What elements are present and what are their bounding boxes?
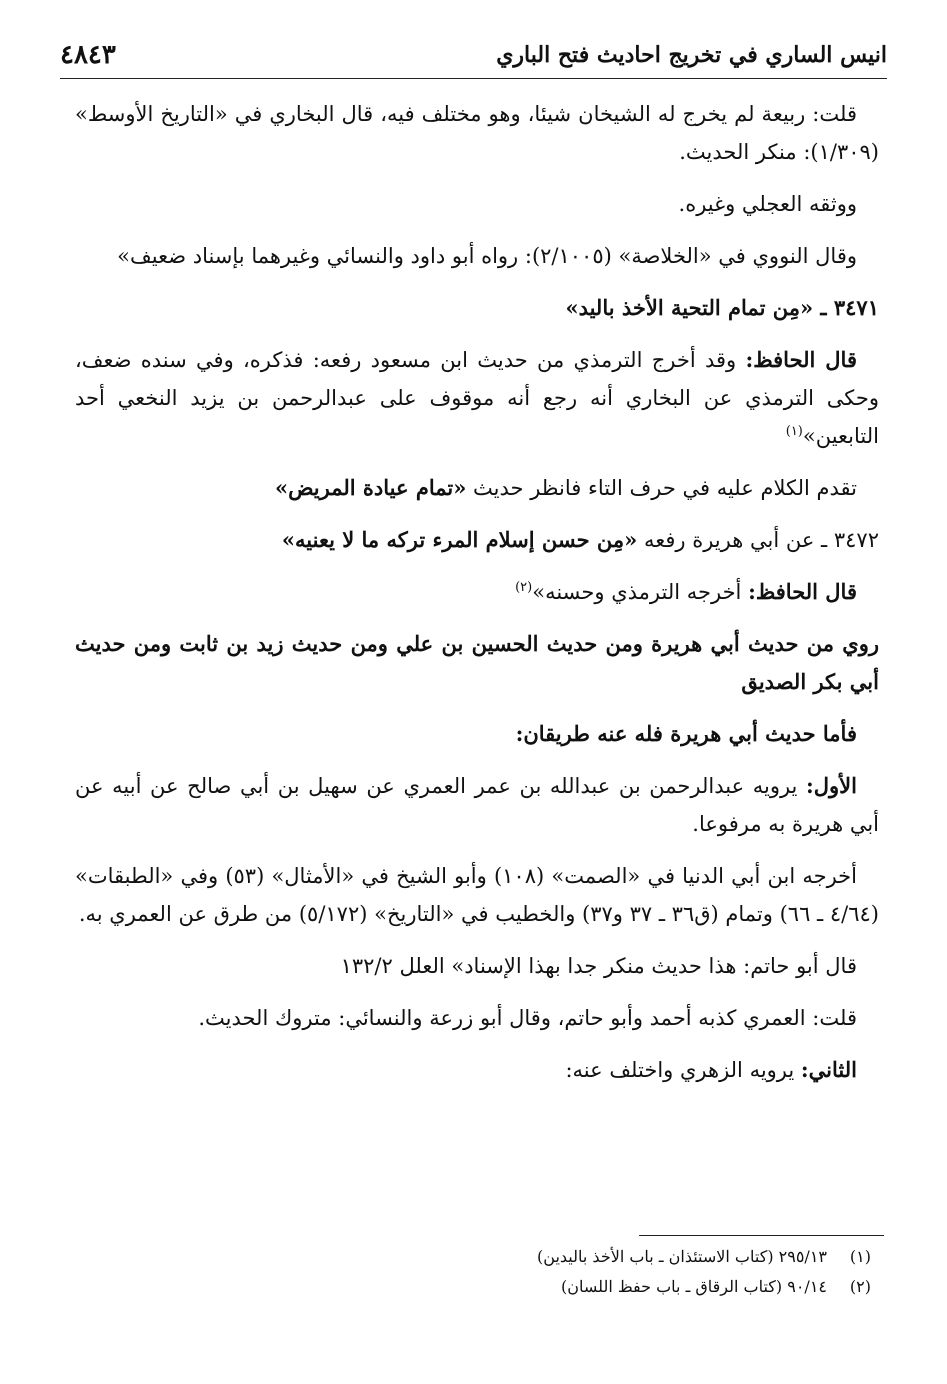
paragraph: أخرجه ابن أبي الدنيا في «الصمت» (١٠٨) وأبو الشيخ في «الأمثال» (٥٣) وفي «الطبقات» (٤/٦٤ ـ ٦٦) وتمام (ق٣٦ ـ ٣٧ و٣٧) والخطيب في «التاريخ» (٥/١٧٢) من طرق عن العمري به. [75, 864, 879, 926]
footnote-ref: (٢) [515, 580, 533, 595]
paragraph: قال أبو حاتم: هذا حديث منكر جدا بهذا الإسناد» العلل ١٣٢/٢ [340, 954, 857, 978]
speaker-label: قال الحافظ: [745, 347, 857, 372]
paragraph [75, 1051, 879, 1089]
hadith-text: ٣٤٧١ ـ «مِن تمام التحية الأخذ باليد» [565, 295, 879, 320]
paragraph [75, 573, 879, 611]
paragraph-text: روي من حديث أبي هريرة ومن حديث الحسين بن علي ومن حديث زيد بن ثابت ومن حديث أبي بكر الصديق [75, 631, 879, 694]
paragraph-text: يرويه عبدالرحمن بن عبدالله بن عمر العمري عن سهيل بن أبي صالح عن أبيه عن أبي هريرة به مرفوعا. [75, 774, 879, 836]
section-label: الثاني: [800, 1057, 857, 1082]
hadith-intro: ٣٤٧٢ ـ عن أبي هريرة رفعه [637, 528, 879, 552]
footnote-item [75, 1242, 879, 1272]
footnote-text: ٢٩٥/١٣ (كتاب الاستئذان ـ باب الأخذ باليدين) [537, 1247, 827, 1266]
paragraph-text: يرويه الزهري واختلف عنه: [565, 1058, 801, 1082]
paragraph-text: وقد أخرج الترمذي من حديث ابن مسعود رفعه: فذكره، وفي سنده ضعف، وحكى الترمذي عن البخاري أنه رجع أنه موقوف على عبدالرحمن بن يزيد النخعي أحد التابعين» [75, 348, 879, 448]
speaker-label: قال الحافظ: [748, 579, 857, 604]
page-header [60, 38, 887, 79]
hadith-title: «تمام عيادة المريض» [274, 475, 467, 500]
paragraph-text: أخرجه الترمذي وحسنه» [532, 580, 749, 604]
paragraph-text: تقدم الكلام عليه في حرف التاء فانظر حديث [466, 476, 857, 500]
hadith-heading-3472 [75, 521, 879, 559]
paragraph-bold [75, 715, 879, 753]
hadith-heading-3471 [75, 289, 879, 327]
paragraph-bold [75, 625, 879, 701]
paragraph: ووثقه العجلي وغيره. [678, 192, 857, 216]
hadith-text: «مِن حسن إسلام المرء تركه ما لا يعنيه» [281, 527, 638, 552]
paragraph: وقال النووي في «الخلاصة» (٢/١٠٠٥): رواه أبو داود والنسائي وغيرهما بإسناد ضعيف» [117, 244, 857, 268]
paragraph [75, 469, 879, 507]
section-label: الأول: [806, 773, 857, 798]
footnote-number: (١) [849, 1247, 871, 1266]
paragraph: قلت: العمري كذبه أحمد وأبو حاتم، وقال أبو زرعة والنسائي: متروك الحديث. [198, 1006, 857, 1030]
book-title: انيس الساري في تخريج احاديث فتح الباري [496, 42, 887, 68]
footnotes [75, 1242, 879, 1302]
main-text [75, 95, 879, 1103]
paragraph: قلت: ربيعة لم يخرج له الشيخان شيئا، وهو مختلف فيه، قال البخاري في «التاريخ الأوسط» (١/٣٠٩): منكر الحديث. [75, 102, 879, 164]
footnote-divider [639, 1235, 884, 1236]
paragraph [75, 767, 879, 843]
footnote-number: (٢) [849, 1277, 871, 1296]
page-number: ٤٨٤٣ [60, 40, 116, 70]
paragraph [75, 341, 879, 455]
paragraph-text: فأما حديث أبي هريرة فله عنه طريقان: [515, 721, 857, 746]
footnote-text: ٩٠/١٤ (كتاب الرقاق ـ باب حفظ اللسان) [561, 1277, 827, 1296]
footnote-item [75, 1272, 879, 1302]
footnote-ref: (١) [785, 424, 803, 439]
